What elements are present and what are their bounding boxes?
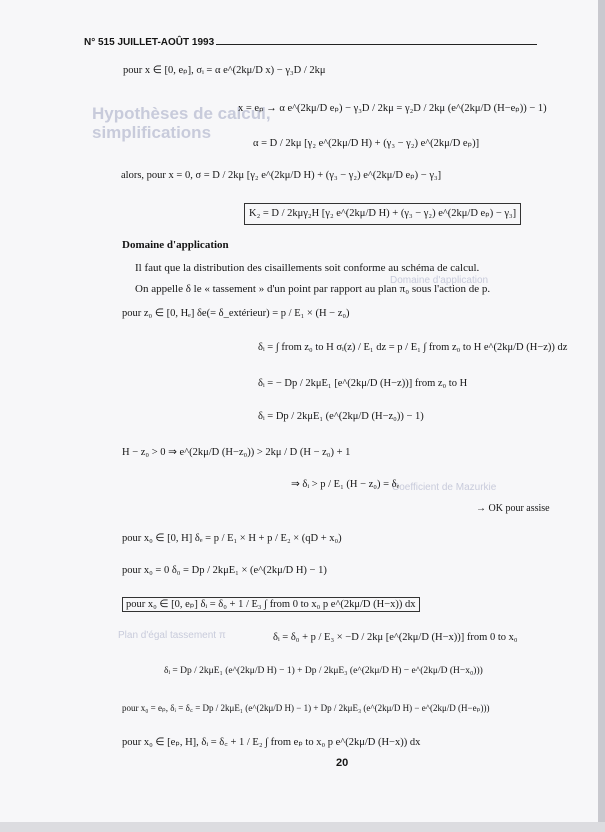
- page-bottom-edge: [0, 822, 605, 832]
- equation-4: alors, pour x = 0, σ = D / 2kμ [γ₂ e^(2kμ/D H) + (γ₃ − γ₂) e^(2kμ/D eₚ) − γ₃]: [121, 170, 442, 181]
- equation-5-boxed: K₂ = D / 2kμγ₂H [γ₂ e^(2kμ/D H) + (γ₃ − γ₂) e^(2kμ/D eₚ) − γ₃]: [244, 203, 521, 225]
- equation-f5: H − z₀ > 0 ⇒ e^(2kμ/D (H−z₀)) > 2kμ / D (H − z₀) + 1: [122, 447, 351, 458]
- equation-3: α = D / 2kμ [γ₂ e^(2kμ/D H) + (γ₃ − γ₂) e^(2kμ/D eₚ)]: [253, 138, 480, 149]
- equation-f2: δᵢ = ∫ from z₀ to H σᵢ(z) / E₁ dz = p / E₁ ∫ from z₀ to H e^(2kμ/D (H−z)) dz: [258, 342, 568, 353]
- equation-g5: δᵢ = Dp / 2kμE₁ (e^(2kμ/D H) − 1) + Dp / 2kμE₃ (e^(2kμ/D H) − e^(2kμ/D (H−x₀))): [164, 666, 483, 676]
- equation-f3: δᵢ = − Dp / 2kμE₁ [e^(2kμ/D (H−z))] from z₀ to H: [258, 378, 468, 389]
- header-rule: [216, 44, 537, 45]
- equation-f1: pour z₀ ∈ [0, Hₑ] δe(= δ_extérieur) = p / E₁ × (H − z₀): [122, 308, 350, 319]
- page-edge-shadow: [598, 0, 605, 832]
- ghost-side-3: Plan d'égal tassement π: [118, 630, 226, 641]
- ghost-title-2: simplifications: [92, 123, 212, 142]
- ghost-title-1: Hypothèses de calcul,: [92, 104, 271, 123]
- paragraph-1: Il faut que la distribution des cisaillements soit conforme au schéma de calcul.: [135, 262, 480, 274]
- ghost-side-2: Coefficient de Mazurkie: [392, 482, 497, 493]
- equation-f4: δᵢ = Dp / 2kμE₁ (e^(2kμ/D (H−z₀)) − 1): [258, 411, 424, 422]
- issue-header: N° 515 JUILLET-AOÛT 1993: [84, 37, 215, 48]
- equation-1: pour x ∈ [0, eₚ], σᵢ = α e^(2kμ/D x) − γ₃D / 2kμ: [123, 65, 326, 76]
- equation-g3-boxed: pour x₀ ∈ [0, eₚ] δᵢ = δ₀ + 1 / E₃ ∫ from 0 to x₀ p e^(2kμ/D (H−x)) dx: [122, 599, 420, 611]
- equation-g2: pour x₀ = 0 δ₀ = Dp / 2kμE₁ × (e^(2kμ/D H) − 1): [122, 565, 327, 576]
- equation-f6: ⇒ δᵢ > p / E₁ (H − z₀) = δₑ: [291, 479, 400, 490]
- page-number: 20: [336, 757, 349, 769]
- equation-2: x = eₚ → α e^(2kμ/D eₚ) − γ₃D / 2kμ = γ₂D / 2kμ (e^(2kμ/D (H−eₚ)) − 1): [238, 103, 547, 114]
- equation-g7: pour x₀ ∈ [eₚ, H], δᵢ = δ꜀ + 1 / E₂ ∫ from eₚ to x₀ p e^(2kμ/D (H−x)) dx: [122, 737, 421, 748]
- section-title: Domaine d'application: [122, 239, 229, 251]
- ok-assise-note: → OK pour assise: [476, 503, 550, 514]
- paragraph-2: On appelle δ le « tassement » d'un point par rapport au plan π₀ sous l'action de p.: [135, 283, 491, 295]
- equation-g6: pour x₀ = eₚ, δᵢ = δ꜀ = Dp / 2kμE₁ (e^(2kμ/D H) − 1) + Dp / 2kμE₃ (e^(2kμ/D H) − e^(2kμ/D (H−eₚ))): [122, 703, 490, 713]
- ghost-side-1: Domaine d'application: [390, 275, 489, 286]
- equation-g1: pour x₀ ∈ [0, H] δₑ = p / E₁ × H + p / E₂ × (qD + x₀): [122, 533, 342, 544]
- equation-g4: δᵢ = δ₀ + p / E₃ × −D / 2kμ [e^(2kμ/D (H−x))] from 0 to x₀: [273, 632, 518, 643]
